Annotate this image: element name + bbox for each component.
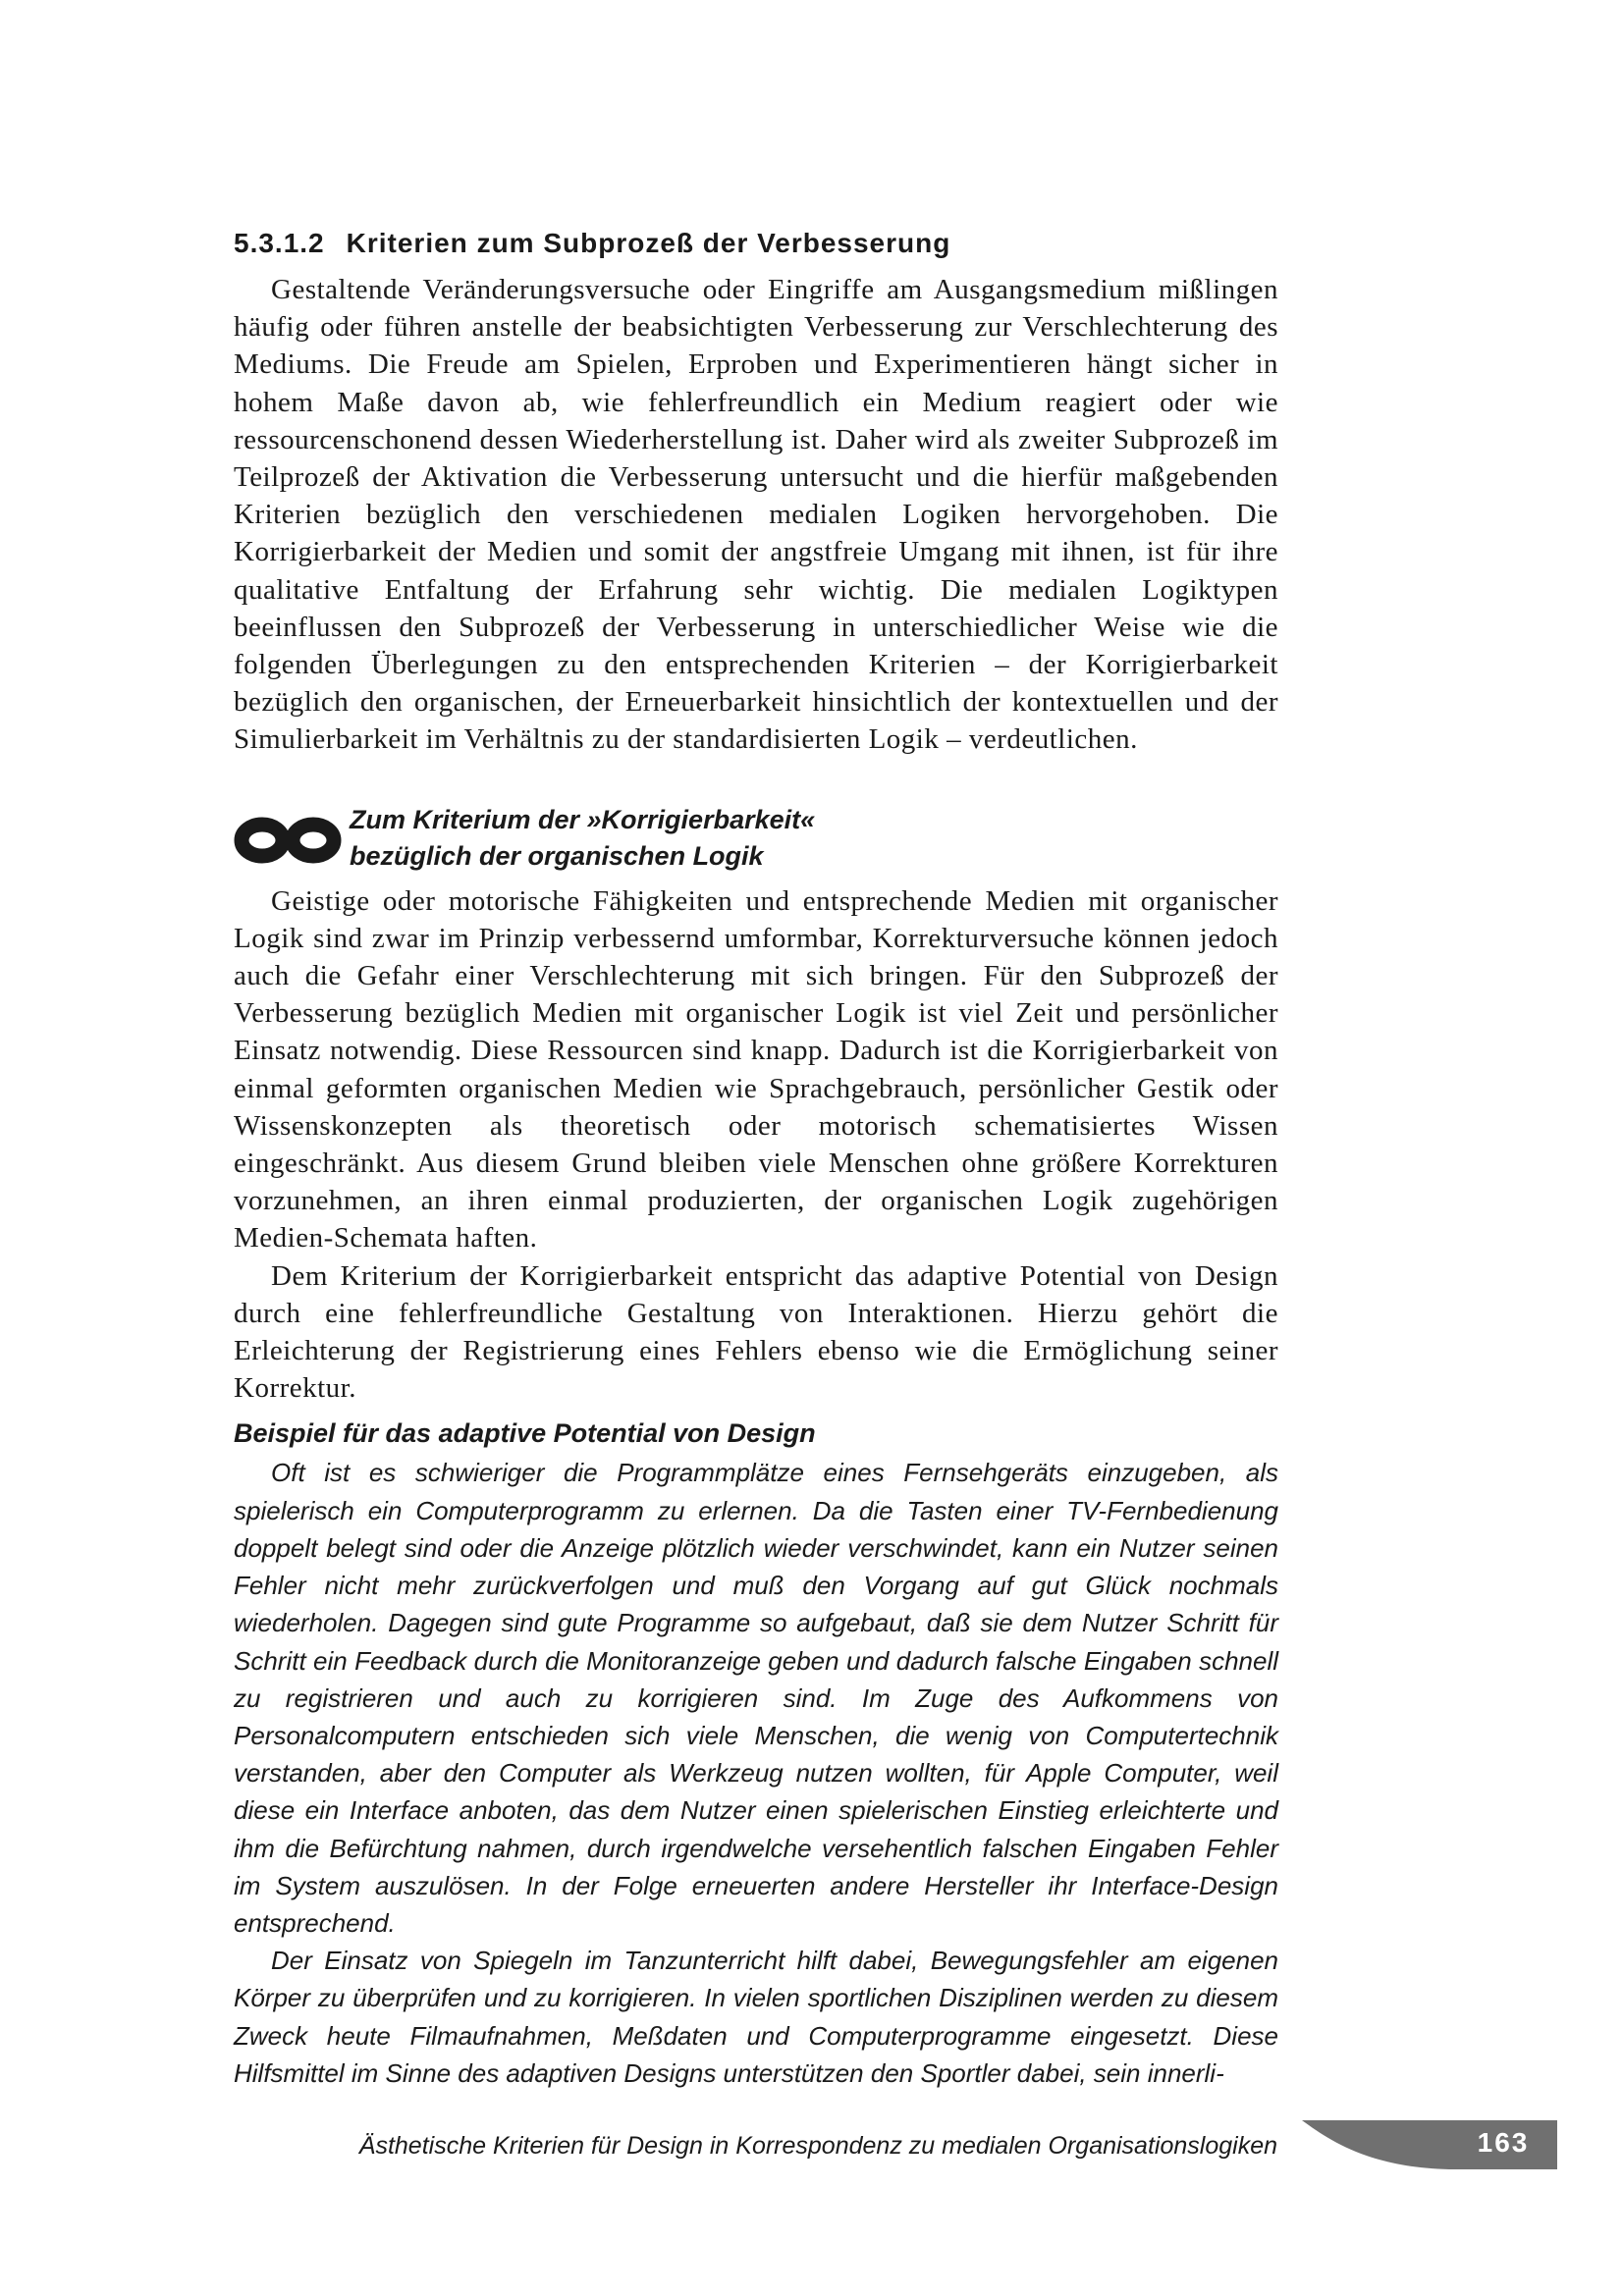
example-heading: Beispiel für das adaptive Potential von Design [234, 1418, 816, 1449]
page-footer [0, 2120, 1623, 2179]
page-body [234, 224, 1278, 2092]
subsection-heading-line1: Zum Kriterium der »Korrigierbarkeit« [350, 804, 816, 834]
intro-paragraph: Gestaltende Veränderungsversuche oder Eingriffe am Ausgangsmedium mißlingen häufig oder führen anstelle der beabsichtigten Verbesserung zur Verschlechterung des Mediums. Die Freude am Spielen, Erproben und Experimentieren hängt sicher in hohem Maße davon ab, wie fehlerfreundlich ein Medium reagiert oder wie ressourcenschonend dessen Wiederherstellung ist. Daher wird als zweiter Subprozeß im Teilprozeß der Aktivation die Verbesserung untersucht und die hierfür maßgebenden Kriterien bezüglich den verschiedenen medialen Logiken hervorgehoben. Die Korrigierbarkeit der Medien und somit der angstfreie Umgang mit ihnen, ist für ihre qualitative Entfaltung der Erfahrung sehr wichtig. Die medialen Logiktypen beeinflussen den Subprozeß der Verbesserung in unterschiedlicher Weise wie die folgenden Überlegungen zu den entsprechenden Kriterien – der Korrigierbarkeit bezüglich den organischen, der Erneuerbarkeit hinsichtlich der kontextuellen und der Simulierbarkeit im Verhältnis zu der standardisierten Logik – verdeutlichen. [234, 274, 1278, 756]
section-number: 5.3.1.2 [234, 228, 325, 258]
subsection-header [234, 802, 1278, 881]
subsection-heading-line2: bezüglich der organischen Logik [350, 840, 764, 871]
subsection-paragraph: Dem Kriterium der Korrigierbarkeit entspricht das adaptive Potential von Design durch eine fehlerfreundliche Gestaltung von Interaktionen. Hierzu gehört die Erleichterung der Registrierung eines Fehlers ebenso wie die Ermöglichung seiner Korrektur. [234, 1259, 1278, 1405]
page-number: 163 [1477, 2127, 1530, 2158]
example-paragraph: Der Einsatz von Spiegeln im Tanzunterricht hilft dabei, Bewegungsfehler am eigenen Körper zu überprüfen und zu korrigieren. In vielen sportlichen Disziplinen werden zu diesem Zweck heute Filmaufnahmen, Meßdaten und Computerprogramme eingesetzt. Diese Hilfsmittel im Sinne des adaptiven Designs unterstützen den Sportler dabei, sein innerli- [234, 1946, 1278, 2088]
example-paragraph: Oft ist es schwieriger die Programmplätze eines Fernsehgeräts einzugeben, als spielerisch ein Computerprogramm zu erlernen. Da die Tasten einer TV-Fernbedienung doppelt belegt sind oder die Anzeige plötzlich wieder verschwindet, kann ein Nutzer seinen Fehler nicht mehr zurückverfolgen und muß den Vorgang auf gut Glück nochmals wiederholen. Dagegen sind gute Programme so aufgebaut, daß sie dem Nutzer Schritt für Schritt ein Feedback durch die Monitoranzeige geben und dadurch falsche Eingaben schnell zu registrieren und auch zu korrigieren sind. Im Zuge des Aufkommens von Personalcomputern entschieden sich viele Menschen, die wenig von Computertechnik verstanden, aber den Computer als Werkzeug nutzen wollten, für Apple Computer, weil diese ein Interface anboten, das dem Nutzer einen spielerischen Einstieg erleichterte und ihm die Befürchtung nahmen, durch irgendwelche versehentlich falschen Eingaben Fehler im System auszulösen. In der Folge erneuerten andere Hersteller ihr Interface-Design entsprechend. [234, 1458, 1278, 1938]
subsection-heading [350, 802, 1278, 875]
infinity-icon [234, 812, 342, 869]
section-title: Kriterien zum Subprozeß der Verbesserung [346, 228, 951, 258]
subsection-paragraph: Geistige oder motorische Fähigkeiten und entsprechende Medien mit organischer Logik sind zwar im Prinzip verbessernd umformbar, Korrekturversuche können jedoch auch die Gefahr einer Verschlechterung mit sich bringen. Für den Subprozeß der Verbesserung bezüglich Medien mit organischer Logik ist viel Zeit und persönlicher Einsatz notwendig. Diese Ressourcen sind knapp. Dadurch ist die Korrigierbarkeit von einmal geformten organischen Medien wie Sprachgebrauch, persönlicher Gestik oder Wissenskonzepten als theoretisch oder motorisch schematisiertes Wissen eingeschränkt. Aus diesem Grund bleiben viele Menschen ohne größere Korrekturen vorzunehmen, an ihren einmal produzierten, der organischen Logik zugehörigen Medien-Schemata haften. [234, 884, 1278, 1255]
running-title: Ästhetische Kriterien für Design in Korrespondenz zu medialen Organisationslogiken [358, 2132, 1277, 2160]
section-heading [234, 224, 1278, 263]
